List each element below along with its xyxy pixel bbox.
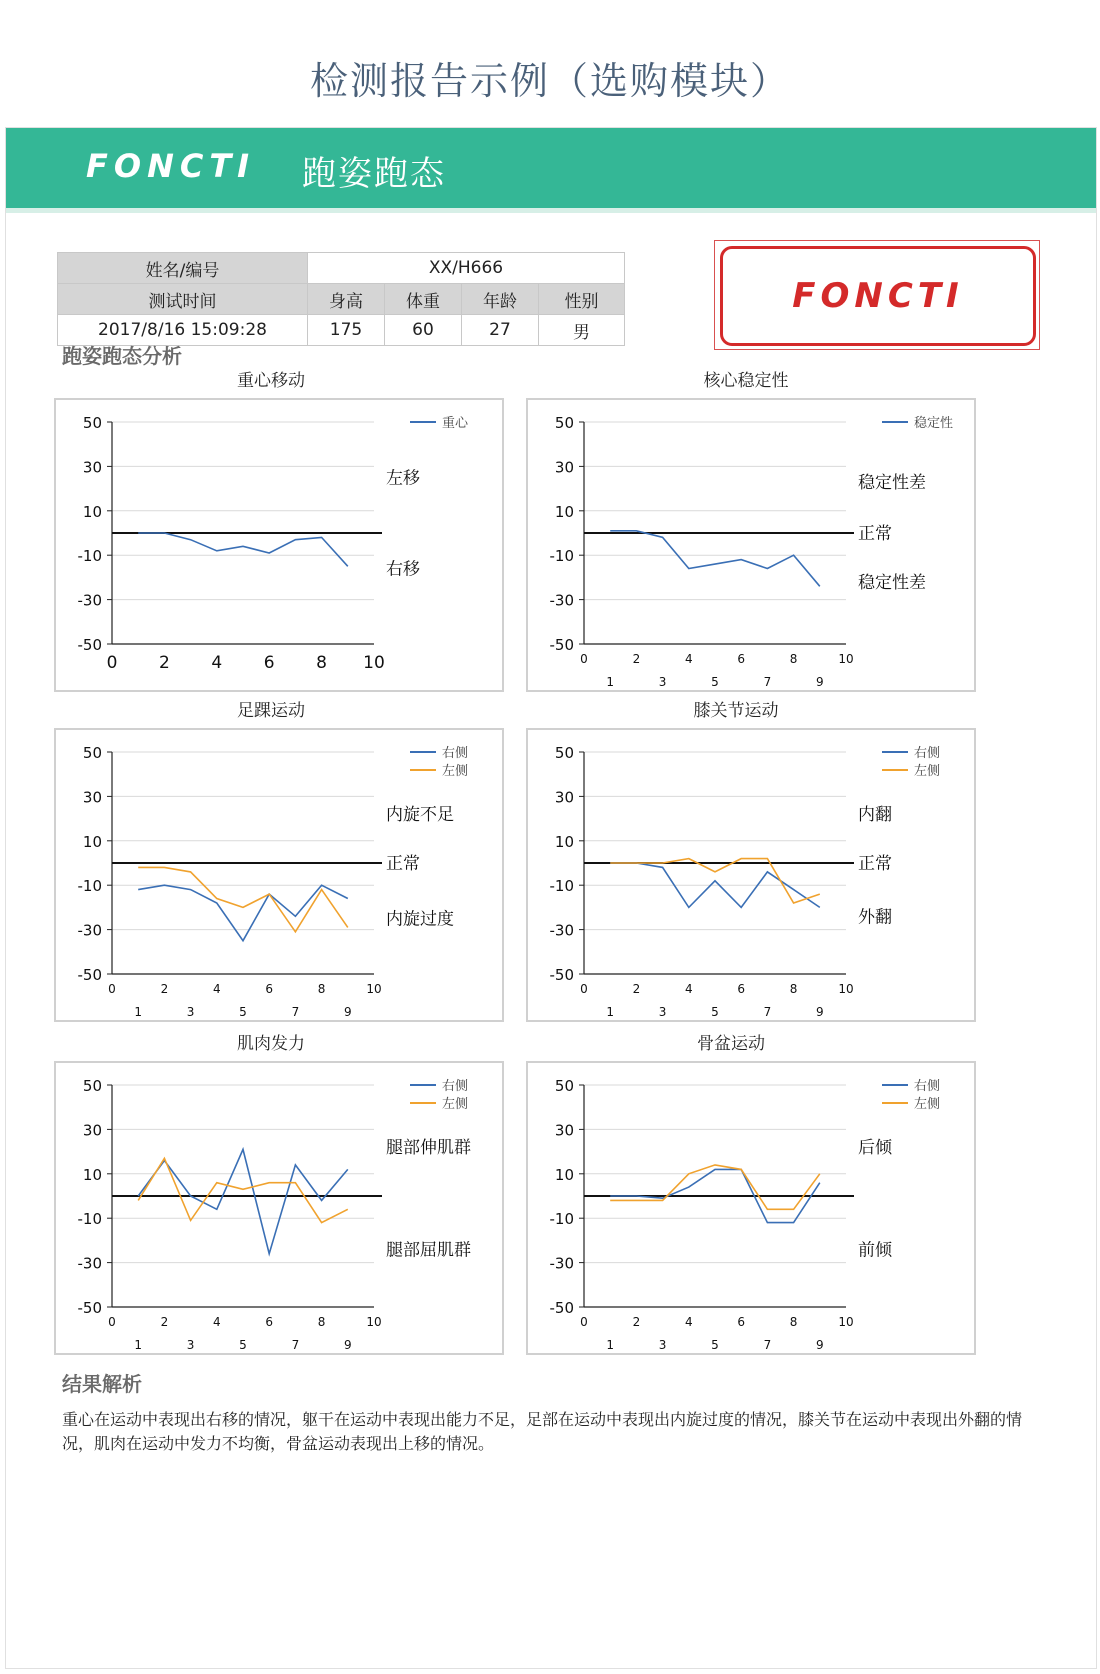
name-value: XX/H666 — [308, 253, 625, 284]
x-tick-label-secondary: 7 — [763, 1005, 772, 1019]
weight-label: 体重 — [385, 284, 462, 315]
x-tick-label-secondary: 9 — [815, 1005, 824, 1019]
zone-annotation: 腿部屈肌群 — [386, 1240, 471, 1261]
chart-title: 肌肉发力 — [237, 1034, 305, 1054]
y-tick-label: -30 — [549, 921, 574, 940]
y-tick-label: 10 — [554, 502, 574, 521]
legend-label: 左侧 — [442, 764, 469, 779]
x-tick-label: 4 — [212, 1315, 221, 1329]
chart-panel — [54, 1061, 504, 1355]
y-tick-label: 50 — [554, 744, 574, 762]
legend-label: 左侧 — [914, 764, 941, 779]
x-tick-label: 6 — [265, 1315, 274, 1329]
zone-annotation: 内翻 — [858, 805, 892, 826]
x-tick-label: 4 — [684, 1315, 693, 1329]
chart-panel — [526, 398, 976, 692]
series-line — [138, 885, 348, 941]
y-tick-label: 10 — [554, 1165, 574, 1184]
height-label: 身高 — [308, 284, 385, 315]
x-tick-label: 4 — [684, 982, 693, 996]
x-tick-label: 8 — [316, 653, 328, 673]
name-label: 姓名/编号 — [58, 253, 308, 284]
legend-label: 左侧 — [914, 1097, 941, 1112]
zone-annotation: 右移 — [386, 559, 420, 580]
y-tick-label: 10 — [554, 832, 574, 851]
x-tick-label-secondary: 5 — [711, 675, 719, 689]
zone-annotation: 正常 — [858, 854, 892, 874]
zone-annotation: 左移 — [386, 468, 420, 489]
x-tick-label: 6 — [265, 982, 274, 996]
y-tick-label: 30 — [554, 1121, 574, 1140]
x-tick-label-secondary: 3 — [658, 1005, 667, 1019]
stamp-logo-box — [714, 240, 1040, 350]
x-tick-label-secondary: 9 — [815, 675, 824, 689]
y-tick-label: 30 — [82, 788, 102, 807]
y-tick-label: 30 — [554, 788, 574, 807]
x-tick-label-secondary: 9 — [343, 1005, 352, 1019]
x-tick-label: 0 — [580, 1315, 588, 1329]
chart-title: 足踝运动 — [237, 701, 305, 721]
chart-title: 膝关节运动 — [693, 701, 779, 721]
chart-svg — [56, 400, 502, 690]
sex-label: 性别 — [539, 284, 625, 315]
x-tick-label-secondary: 7 — [763, 675, 772, 689]
x-tick-label-secondary: 5 — [239, 1338, 247, 1352]
y-tick-label: -10 — [77, 1210, 102, 1229]
x-tick-label-secondary: 7 — [291, 1005, 300, 1019]
y-tick-label: -50 — [549, 636, 574, 654]
x-tick-label: 8 — [789, 982, 798, 996]
chart-panel — [54, 398, 504, 692]
series-line — [138, 1149, 348, 1253]
x-tick-label-secondary: 9 — [343, 1338, 352, 1352]
y-tick-label: 50 — [82, 1077, 102, 1095]
x-tick-label-secondary: 1 — [606, 1338, 615, 1352]
y-tick-label: 10 — [82, 502, 102, 521]
legend-label: 左侧 — [442, 1097, 469, 1112]
zone-annotation: 正常 — [858, 524, 892, 544]
zone-annotation: 前倾 — [858, 1240, 892, 1261]
chart-title: 骨盆运动 — [697, 1034, 765, 1054]
x-tick-label-secondary: 1 — [134, 1338, 143, 1352]
y-tick-label: 30 — [554, 458, 574, 477]
chart-title: 核心稳定性 — [703, 371, 789, 391]
series-line — [138, 867, 348, 931]
x-tick-label: 2 — [158, 653, 170, 673]
legend-label: 右侧 — [914, 746, 941, 761]
y-tick-label: -50 — [549, 1299, 574, 1317]
brand-logo: FONCTI — [86, 147, 256, 185]
x-tick-label: 10 — [838, 982, 854, 996]
y-tick-label: -30 — [77, 921, 102, 940]
age-label: 年龄 — [462, 284, 539, 315]
x-tick-label-secondary: 7 — [763, 1338, 772, 1352]
zone-annotation: 正常 — [386, 854, 420, 874]
chart-svg — [56, 1063, 502, 1353]
x-tick-label: 2 — [160, 982, 169, 996]
series-line — [138, 533, 348, 566]
x-tick-label-secondary: 3 — [186, 1338, 195, 1352]
time-label: 测试时间 — [58, 284, 308, 315]
zone-annotation: 外翻 — [858, 907, 892, 928]
x-tick-label-secondary: 1 — [606, 675, 615, 689]
chart-title: 重心移动 — [237, 371, 305, 391]
x-tick-label: 6 — [737, 982, 746, 996]
chart-svg — [528, 400, 974, 690]
y-tick-label: -10 — [77, 877, 102, 896]
y-tick-label: -10 — [549, 1210, 574, 1229]
y-tick-label: -50 — [77, 966, 102, 984]
x-tick-label: 0 — [580, 982, 588, 996]
zone-annotation: 后倾 — [858, 1138, 892, 1159]
y-tick-label: 50 — [554, 414, 574, 432]
x-tick-label: 4 — [684, 652, 693, 666]
time-value: 2017/8/16 15:09:28 — [58, 315, 308, 346]
chart-panel — [526, 728, 976, 1022]
y-tick-label: 50 — [82, 414, 102, 432]
x-tick-label: 8 — [789, 1315, 798, 1329]
report-card — [5, 127, 1097, 1669]
zone-annotation: 腿部伸肌群 — [386, 1138, 471, 1159]
y-tick-label: -30 — [549, 591, 574, 610]
x-tick-label: 10 — [838, 652, 854, 666]
x-tick-label: 0 — [108, 982, 116, 996]
header-title: 跑姿跑态 — [302, 154, 446, 194]
y-tick-label: -30 — [77, 591, 102, 610]
zone-annotation: 内旋不足 — [386, 805, 454, 826]
result-text: 重心在运动中表现出右移的情况，躯干在运动中表现出能力不足，足部在运动中表现出内旋过度的情况，膝关节在运动中表现出外翻的情况，肌肉在运动中发力不均衡，骨盆运动表现出上移的情况。 — [62, 1410, 1023, 1453]
y-tick-label: -10 — [549, 877, 574, 896]
y-tick-label: -50 — [77, 1299, 102, 1317]
series-line — [610, 531, 820, 587]
x-tick-label: 0 — [106, 653, 118, 673]
analysis-heading: 跑姿跑态分析 — [62, 344, 182, 368]
x-tick-label-secondary: 3 — [658, 675, 667, 689]
y-tick-label: -30 — [549, 1254, 574, 1273]
y-tick-label: -50 — [549, 966, 574, 984]
x-tick-label: 10 — [366, 1315, 382, 1329]
chart-panel — [526, 1061, 976, 1355]
zone-annotation: 稳定性差 — [858, 472, 926, 493]
zone-annotation: 内旋过度 — [386, 909, 454, 930]
chart-svg — [528, 1063, 974, 1353]
x-tick-label: 6 — [737, 652, 746, 666]
x-tick-label: 10 — [366, 982, 382, 996]
legend-label: 右侧 — [442, 1079, 469, 1094]
x-tick-label: 4 — [211, 653, 223, 673]
y-tick-label: 50 — [554, 1077, 574, 1095]
result-heading: 结果解析 — [62, 1372, 142, 1396]
y-tick-label: 10 — [82, 832, 102, 851]
zone-annotation: 稳定性差 — [858, 572, 926, 593]
x-tick-label: 8 — [789, 652, 798, 666]
legend-label: 右侧 — [442, 746, 469, 761]
x-tick-label: 4 — [212, 982, 221, 996]
x-tick-label-secondary: 3 — [658, 1338, 667, 1352]
y-tick-label: -10 — [77, 547, 102, 566]
sex-value: 男 — [539, 315, 625, 346]
y-tick-label: 10 — [82, 1165, 102, 1184]
info-table — [57, 252, 625, 346]
age-value: 27 — [462, 315, 539, 346]
x-tick-label: 10 — [838, 1315, 854, 1329]
y-tick-label: -50 — [77, 636, 102, 654]
x-tick-label: 0 — [108, 1315, 116, 1329]
chart-panel — [54, 728, 504, 1022]
x-tick-label: 10 — [363, 653, 385, 673]
x-tick-label-secondary: 9 — [815, 1338, 824, 1352]
legend-label: 右侧 — [914, 1079, 941, 1094]
x-tick-label-secondary: 3 — [186, 1005, 195, 1019]
weight-value: 60 — [385, 315, 462, 346]
series-line — [610, 1165, 820, 1209]
x-tick-label-secondary: 5 — [711, 1005, 719, 1019]
x-tick-label: 2 — [160, 1315, 169, 1329]
x-tick-label: 6 — [737, 1315, 746, 1329]
height-value: 175 — [308, 315, 385, 346]
x-tick-label: 8 — [317, 1315, 326, 1329]
x-tick-label: 2 — [632, 652, 641, 666]
header-bar — [6, 128, 1096, 213]
x-tick-label: 8 — [317, 982, 326, 996]
x-tick-label-secondary: 5 — [239, 1005, 247, 1019]
x-tick-label: 0 — [580, 652, 588, 666]
x-tick-label-secondary: 7 — [291, 1338, 300, 1352]
stamp-logo: FONCTI — [720, 246, 1036, 346]
legend-label: 重心 — [442, 416, 469, 431]
y-tick-label: 50 — [82, 744, 102, 762]
y-tick-label: -30 — [77, 1254, 102, 1273]
chart-svg — [56, 730, 502, 1020]
x-tick-label: 6 — [263, 653, 275, 673]
chart-svg — [528, 730, 974, 1020]
x-tick-label-secondary: 5 — [711, 1338, 719, 1352]
x-tick-label-secondary: 1 — [134, 1005, 143, 1019]
page-title: 检测报告示例（选购模块） — [309, 59, 790, 103]
x-tick-label: 2 — [632, 1315, 641, 1329]
legend-label: 稳定性 — [914, 416, 954, 431]
y-tick-label: 30 — [82, 458, 102, 477]
x-tick-label: 2 — [632, 982, 641, 996]
y-tick-label: 30 — [82, 1121, 102, 1140]
x-tick-label-secondary: 1 — [606, 1005, 615, 1019]
y-tick-label: -10 — [549, 547, 574, 566]
